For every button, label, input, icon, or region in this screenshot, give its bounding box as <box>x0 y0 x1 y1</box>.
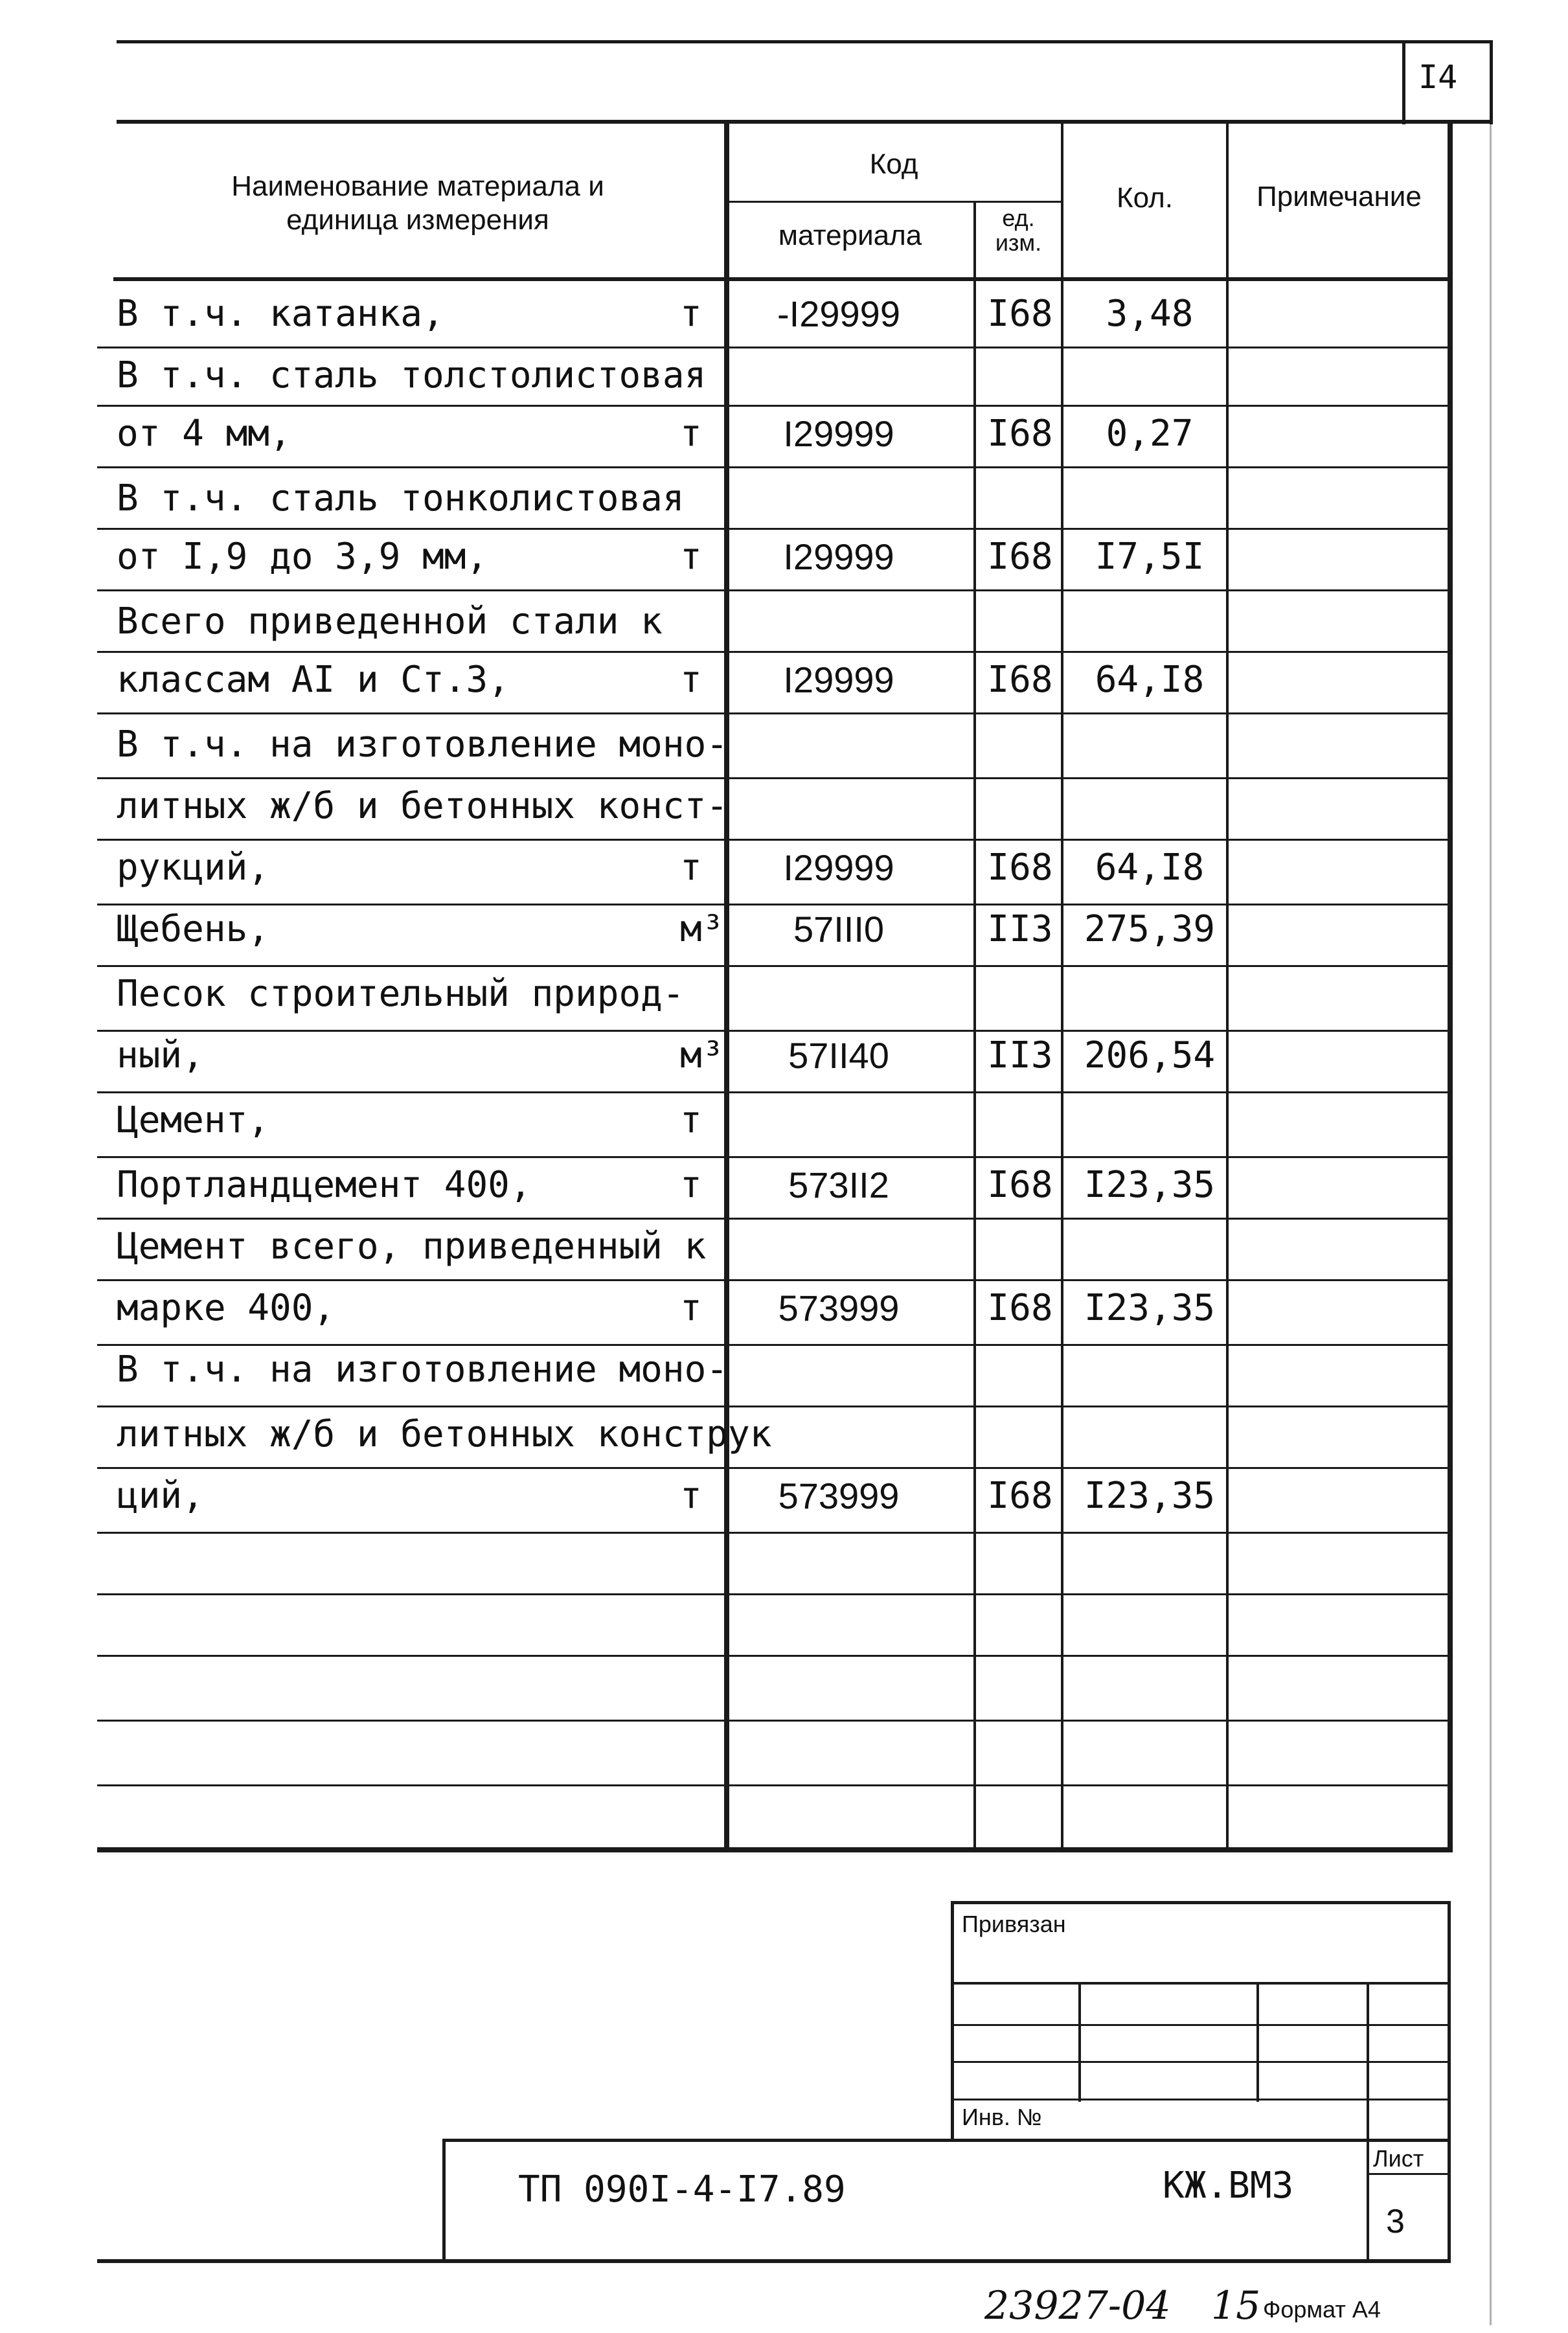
row-unit: т <box>680 1287 702 1329</box>
row-material-code: 573II2 <box>788 1165 889 1205</box>
row-separator <box>97 466 1451 468</box>
row-material-code: I29999 <box>783 847 894 888</box>
row-qty: I23,35 <box>1084 1287 1216 1329</box>
row-material-code: 573999 <box>778 1475 900 1516</box>
tb-left-line <box>951 1901 954 2141</box>
row-unit: т <box>680 293 702 335</box>
sheet-label: Лист <box>1373 2145 1424 2172</box>
row-name: В т.ч. на изготовление моно- <box>117 1349 729 1391</box>
row-separator <box>97 1593 1451 1595</box>
row-unit-code: II3 <box>987 1034 1053 1076</box>
stamp-left-line <box>442 2139 446 2262</box>
row-name: В т.ч. катанка, <box>117 293 444 335</box>
col-line-qty-right <box>1226 120 1229 1850</box>
row-unit: т <box>680 1475 702 1517</box>
doc-code: ТП 090I-4-I7.89 <box>518 2168 846 2211</box>
tb-top-line <box>952 1901 1451 1904</box>
copy-number: 15 <box>1211 2283 1261 2328</box>
tb-line-2 <box>952 2024 1451 2026</box>
row-separator <box>97 839 1451 841</box>
stamp-sheet-line <box>1367 2173 1451 2175</box>
row-unit-code: I68 <box>987 293 1053 335</box>
sheet-corner-number: I4 <box>1418 58 1458 96</box>
row-material-code: I29999 <box>783 413 894 454</box>
stamp-top-line <box>444 2139 1451 2142</box>
row-name: ный, <box>117 1034 204 1076</box>
row-separator <box>97 1532 1451 1534</box>
row-name: Цемент всего, приведенный к <box>117 1225 707 1268</box>
row-material-code: I29999 <box>783 536 894 577</box>
header-note: Примечание <box>1256 181 1422 212</box>
row-separator <box>97 1405 1451 1407</box>
row-separator <box>97 712 1451 714</box>
row-material-code: 573999 <box>778 1288 900 1328</box>
row-name: литных ж/б и бетонных конст- <box>117 785 729 827</box>
row-qty: 64,I8 <box>1095 847 1205 889</box>
header-unit <box>975 206 1062 255</box>
row-qty: I7,5I <box>1095 536 1205 578</box>
row-unit-code: I68 <box>987 1475 1053 1517</box>
format-label: Формат А4 <box>1263 2296 1381 2323</box>
row-name: Песок строительный природ- <box>117 973 685 1015</box>
sheet-corner-box-right <box>1490 40 1493 124</box>
row-separator <box>97 1467 1451 1469</box>
tb-vline-1 <box>1078 1982 1081 2102</box>
row-separator <box>97 347 1451 348</box>
row-name: В т.ч. сталь тонколистовая <box>117 477 685 519</box>
row-material-code: I29999 <box>783 659 894 700</box>
row-name: Всего приведенной стали к <box>117 600 663 643</box>
row-separator <box>97 1156 1451 1158</box>
row-qty: I23,35 <box>1084 1164 1216 1206</box>
row-separator <box>97 1279 1451 1281</box>
row-unit: т <box>680 1164 702 1206</box>
row-unit-code: I68 <box>987 413 1053 455</box>
row-name: от I,9 до 3,9 мм, <box>117 536 488 578</box>
row-material-code: -I29999 <box>777 293 900 334</box>
row-unit-code: I68 <box>987 659 1053 701</box>
stamp-bottom-line <box>97 2259 1451 2263</box>
col-line-material-right <box>973 201 976 1850</box>
sheet-number: 3 <box>1386 2203 1405 2240</box>
row-unit-code: I68 <box>987 1164 1053 1206</box>
row-unit: т <box>680 413 702 455</box>
row-separator <box>97 1091 1451 1093</box>
row-unit: м³ <box>680 908 724 950</box>
row-name: В т.ч. на изготовление моно- <box>117 723 729 766</box>
row-unit: м³ <box>680 1034 724 1076</box>
row-unit-code: I68 <box>987 847 1053 889</box>
header-material: материала <box>778 220 922 251</box>
row-name: В т.ч. сталь толстолистовая <box>117 354 707 396</box>
right-edge-line <box>1490 123 1492 2325</box>
header-unit-line-2: изм. <box>995 229 1042 256</box>
row-separator <box>97 1218 1451 1220</box>
row-material-code: 57III0 <box>793 909 885 950</box>
header-name-line-2: единица измерения <box>286 204 549 236</box>
row-unit-code: I68 <box>987 1287 1053 1329</box>
header-code: Код <box>869 148 918 180</box>
row-qty: I23,35 <box>1084 1475 1216 1517</box>
sheet-corner-box-left <box>1402 40 1405 124</box>
header-bottom-line <box>113 277 1451 281</box>
table-bottom-line <box>97 1847 1453 1852</box>
inv-label: Инв. № <box>962 2104 1042 2130</box>
row-name: Портландцемент 400, <box>117 1164 532 1206</box>
col-line-name-right <box>724 120 729 1850</box>
row-separator <box>97 589 1451 591</box>
row-unit: т <box>680 1099 702 1141</box>
row-name: Цемент, <box>117 1099 270 1141</box>
top-border <box>117 40 1490 43</box>
row-name: классам АI и Ст.3, <box>117 659 510 701</box>
tb-vline-3 <box>1367 1982 1369 2260</box>
row-separator <box>97 1784 1451 1786</box>
handwritten-number: 23927-04 <box>984 2283 1171 2328</box>
row-qty: 275,39 <box>1084 908 1216 950</box>
tb-right-line <box>1448 1901 1451 2260</box>
row-unit-code: I68 <box>987 536 1053 578</box>
header-qty: Кол. <box>1116 182 1174 214</box>
row-qty: 3,48 <box>1106 293 1194 335</box>
row-separator <box>97 651 1451 653</box>
tb-line-3 <box>952 2061 1451 2063</box>
header-name-col <box>117 170 719 237</box>
row-qty: 64,I8 <box>1095 659 1205 701</box>
row-unit: т <box>680 536 702 578</box>
row-name: литных ж/б и бетонных конструк <box>117 1413 772 1455</box>
tb-line-4 <box>952 2099 1451 2100</box>
row-name: рукций, <box>117 847 270 889</box>
row-material-code: 57II40 <box>788 1035 889 1076</box>
row-separator <box>97 1030 1451 1032</box>
row-unit: т <box>680 659 702 701</box>
row-separator <box>97 405 1451 407</box>
row-separator <box>97 904 1451 905</box>
row-separator <box>97 1655 1451 1657</box>
tb-vline-2 <box>1256 1982 1259 2102</box>
row-separator <box>97 965 1451 967</box>
row-separator <box>97 528 1451 530</box>
code-sub-line <box>725 201 1062 203</box>
row-name: от 4 мм, <box>117 413 291 455</box>
tb-line-1 <box>952 1982 1451 1985</box>
row-name: Щебень, <box>117 908 270 950</box>
row-separator <box>97 777 1451 779</box>
row-name: ций, <box>117 1475 204 1517</box>
row-unit-code: II3 <box>987 908 1053 950</box>
row-qty: 0,27 <box>1106 413 1194 455</box>
row-unit: т <box>680 847 702 889</box>
doc-mark: КЖ.ВМ3 <box>1163 2165 1294 2207</box>
row-separator <box>97 1720 1451 1722</box>
row-separator <box>97 1344 1451 1346</box>
bound-label: Привязан <box>962 1911 1066 1937</box>
header-top-line <box>117 120 1490 124</box>
header-name-line-1: Наименование материала и <box>231 170 604 202</box>
row-qty: 206,54 <box>1084 1034 1216 1076</box>
col-line-unit-right <box>1061 120 1063 1850</box>
row-name: марке 400, <box>117 1287 335 1329</box>
header-unit-line-1: ед. <box>1002 205 1035 231</box>
col-line-note-right <box>1448 120 1453 1850</box>
